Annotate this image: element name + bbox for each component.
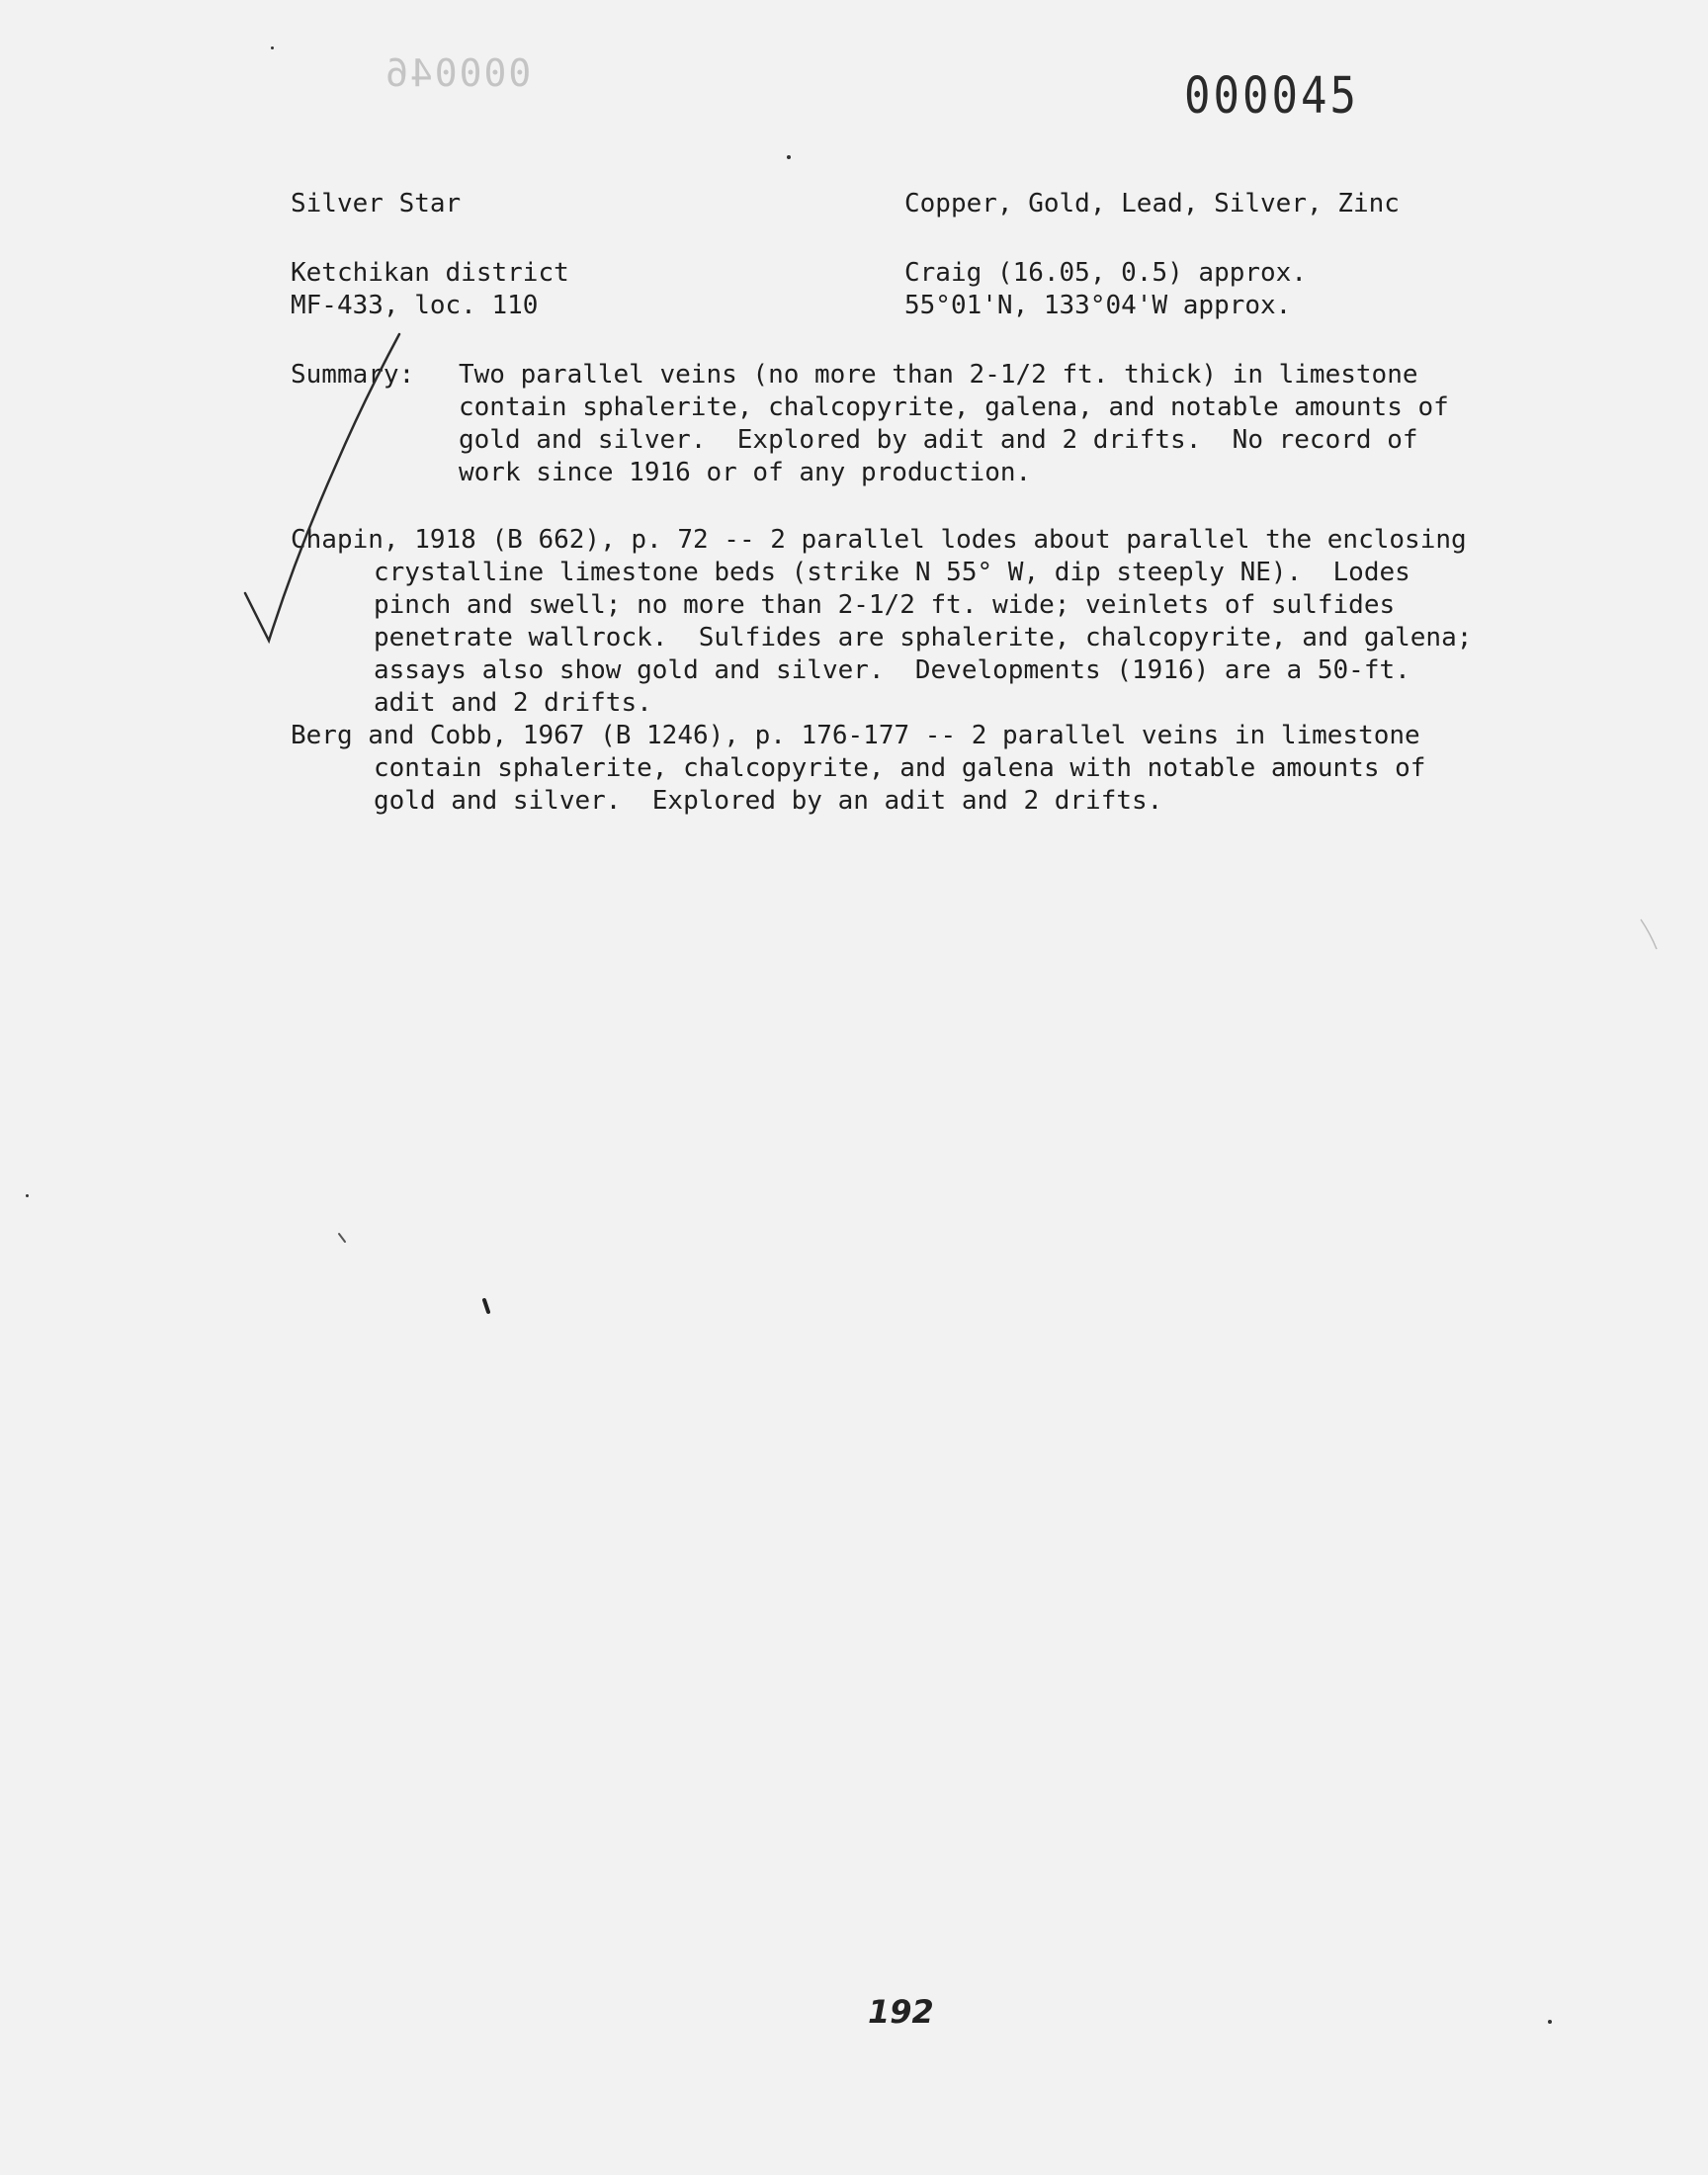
summary-label: Summary: — [291, 360, 415, 390]
reference-chapin-line: crystalline limestone beds (strike N 55° W, dip steeply NE). Lodes — [374, 558, 1410, 587]
map-reference: MF-433, loc. 110 — [291, 291, 539, 320]
scan-speck — [26, 1194, 29, 1197]
quadrangle: Craig (16.05, 0.5) approx. — [904, 258, 1307, 288]
reference-berg-cobb-line: contain sphalerite, chalcopyrite, and galena with notable amounts of — [374, 753, 1426, 783]
reference-chapin-line: pinch and swell; no more than 2-1/2 ft. wide; veinlets of sulfides — [374, 590, 1396, 620]
summary-line: gold and silver. Explored by adit and 2 drifts. No record of — [459, 425, 1418, 455]
summary-line: contain sphalerite, chalcopyrite, galena, and notable amounts of — [459, 392, 1449, 422]
commodities: Copper, Gold, Lead, Silver, Zinc — [904, 189, 1400, 218]
reference-berg-cobb-line: gold and silver. Explored by an adit and 2 drifts. — [374, 786, 1163, 816]
reference-chapin-line: assays also show gold and silver. Developments (1916) are a 50-ft. — [374, 655, 1410, 685]
page-number: 192 — [868, 1993, 934, 2031]
reference-chapin-line: penetrate wallrock. Sulfides are sphalerite, chalcopyrite, and galena; — [374, 623, 1473, 652]
bates-stamp: 000045 — [1184, 67, 1359, 126]
scan-speck — [1548, 2020, 1552, 2024]
deposit-name: Silver Star — [291, 189, 462, 218]
reference-chapin-line: adit and 2 drifts. — [374, 688, 652, 718]
scan-speck — [787, 155, 791, 159]
scan-speck — [271, 46, 274, 49]
reference-berg-cobb-lead: Berg and Cobb, 1967 (B 1246), p. 176-177 -- 2 parallel veins in limestone — [291, 721, 1420, 750]
coordinates: 55°01'N, 133°04'W approx. — [904, 291, 1292, 320]
summary-line: Two parallel veins (no more than 2-1/2 ft. thick) in limestone — [459, 360, 1418, 390]
district: Ketchikan district — [291, 258, 569, 288]
faded-bates-stamp: 000046 — [384, 51, 532, 95]
summary-line: work since 1916 or of any production. — [459, 458, 1032, 487]
reference-chapin-lead: Chapin, 1918 (B 662), p. 72 -- 2 parallel lodes about parallel the enclosing — [291, 525, 1467, 555]
